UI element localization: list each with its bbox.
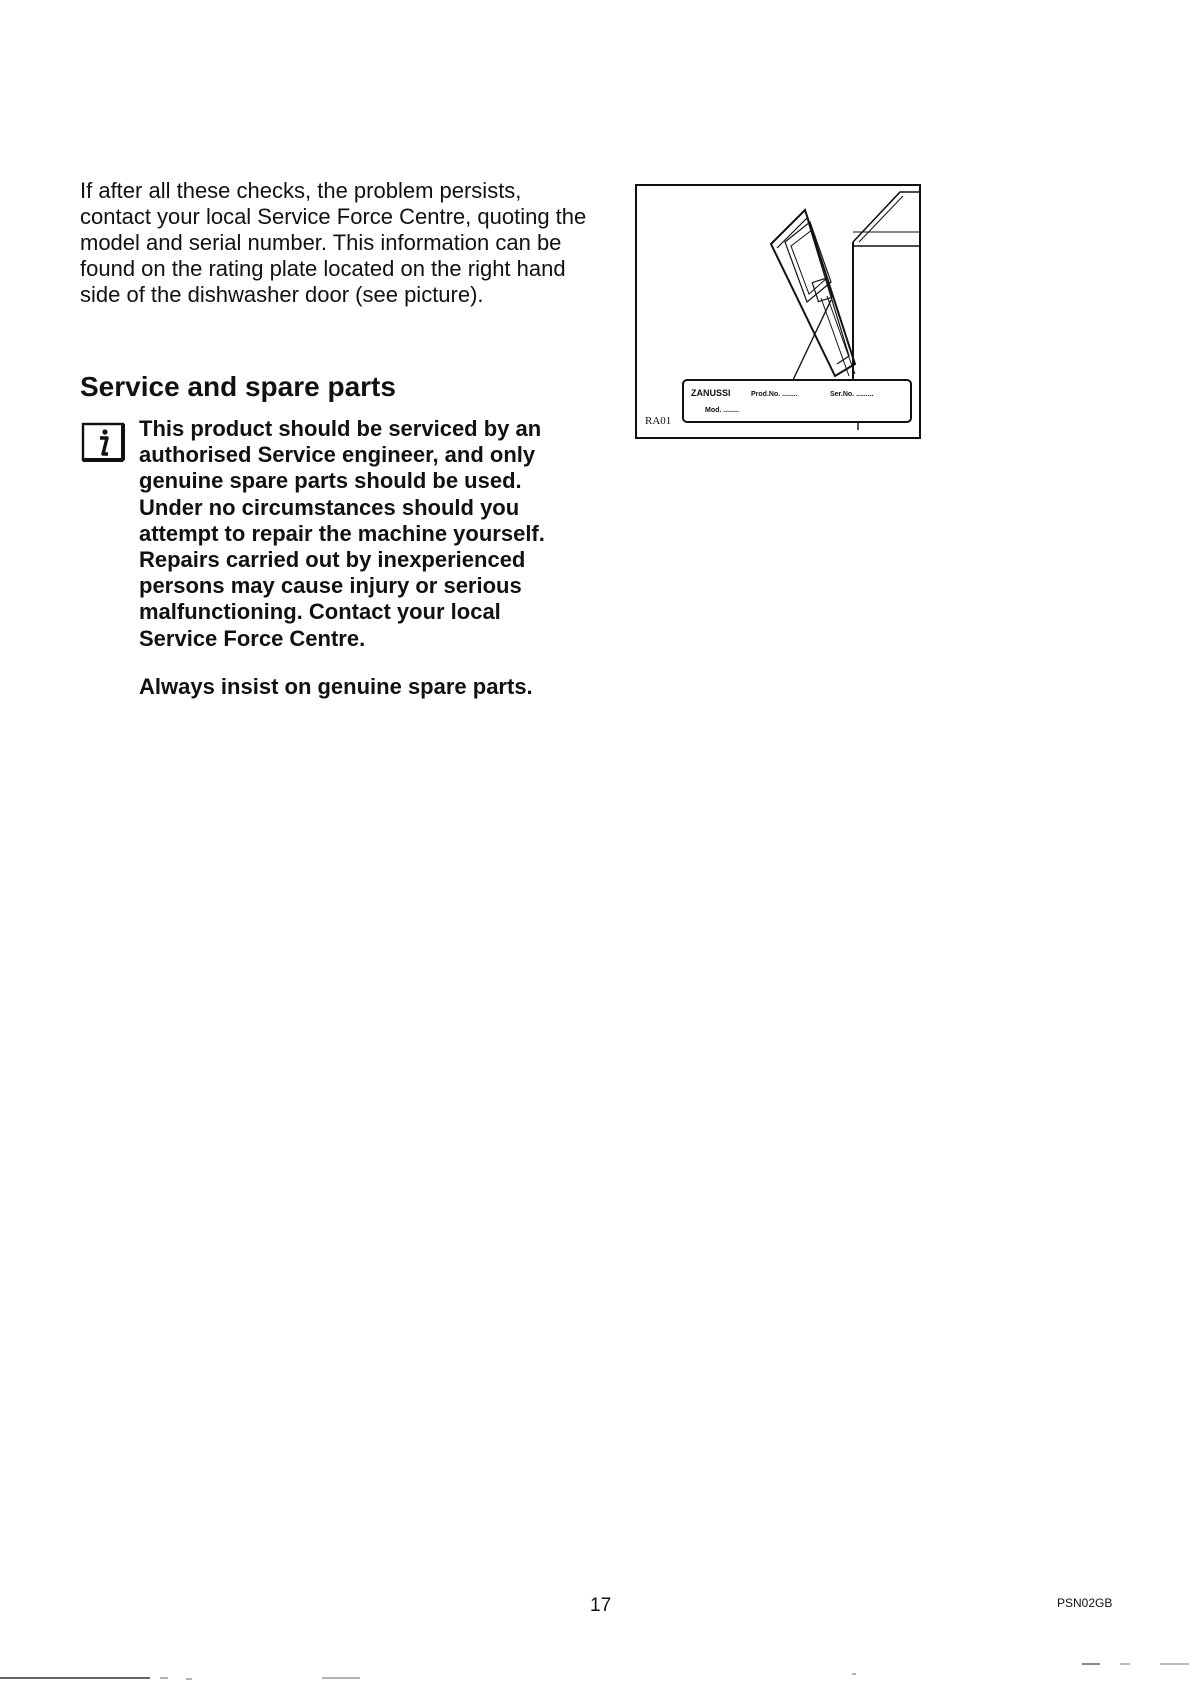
rating-plate [683, 380, 911, 430]
plate-prod-label: Prod.No. ........ [751, 391, 798, 398]
plate-brand: ZANUSSI [691, 388, 731, 398]
info-icon [81, 422, 127, 462]
rating-plate-figure [635, 184, 921, 439]
scan-edge-marks [0, 1660, 1189, 1684]
intro-paragraph: If after all these checks, the problem persists, contact your local Service Force Centre, quoting the model and serial number. This information can be found on the rating plate located on the right hand side of the dishwasher door (see picture). [80, 178, 587, 307]
section-heading: Service and spare parts [80, 371, 396, 402]
figure-code: RA01 [645, 415, 672, 427]
document-code: PSN02GB [1057, 1596, 1113, 1610]
page-number: 17 [590, 1595, 612, 1616]
genuine-parts-note: Always insist on genuine spare parts. [139, 674, 533, 699]
plate-mod-label: Mod. ........ [705, 407, 739, 414]
plate-ser-label: Ser.No. ......... [830, 391, 874, 398]
service-warning-text: This product should be serviced by an authorised Service engineer, and only genuine spare parts should be used. Under no circumstances should you attempt to repair the machine yourself. Repairs carried out by inexperienced persons may cause injury or serious malfunctioning. Contact your local Service Force Centre. [139, 416, 545, 651]
